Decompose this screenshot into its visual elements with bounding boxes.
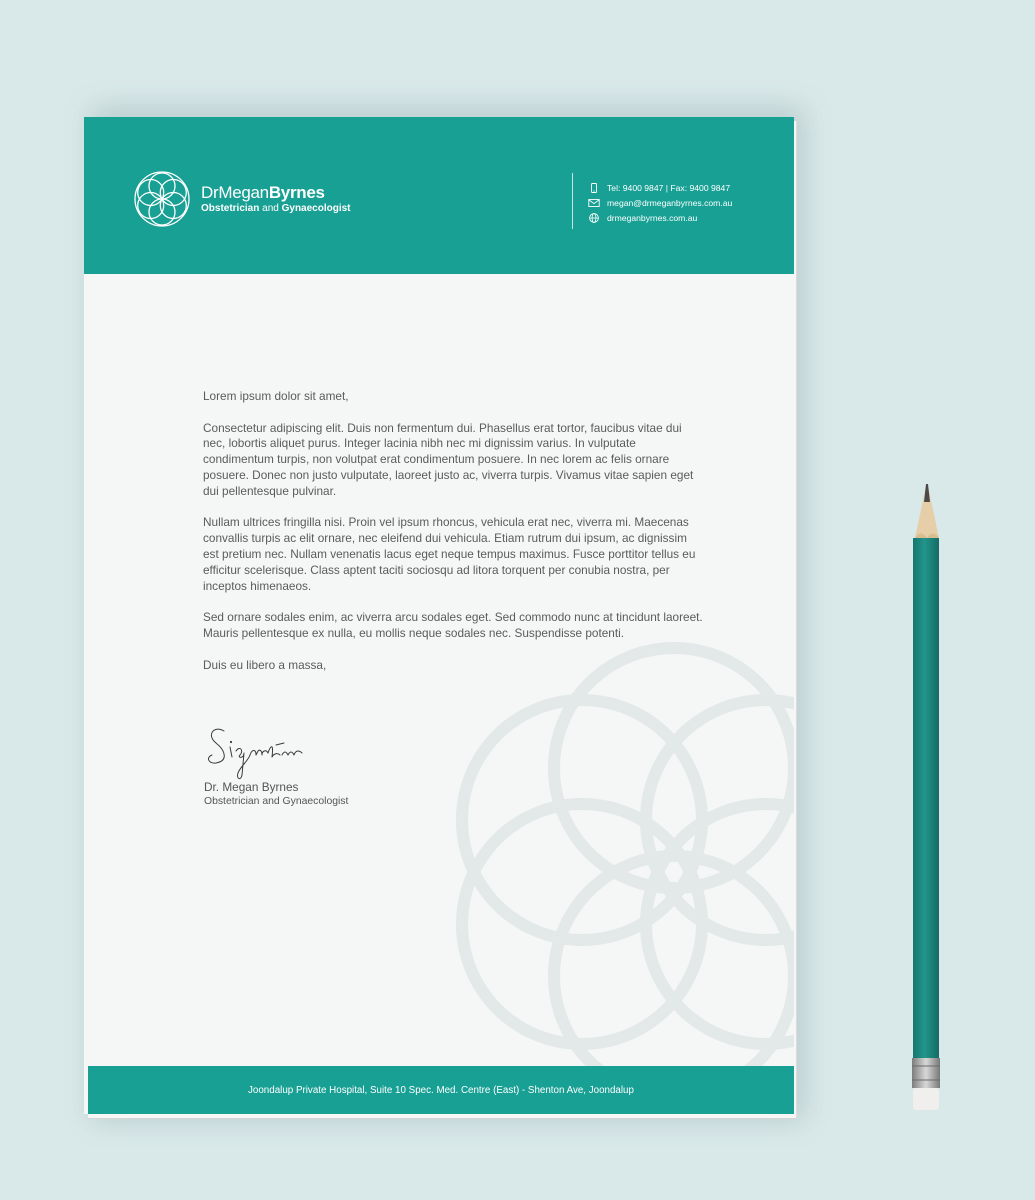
signer-name: Dr. Megan Byrnes <box>204 780 299 794</box>
letter-body <box>203 389 703 689</box>
footer-address: Joondalup Private Hospital, Suite 10 Spec. Med. Centre (East) - Shenton Ave, Joondalup <box>248 1084 634 1096</box>
phone-icon <box>588 183 600 193</box>
contact-web-row <box>588 210 732 225</box>
contact-block <box>588 180 732 225</box>
letterhead-page <box>84 117 794 1114</box>
flower-of-life-logo-icon <box>134 169 190 229</box>
handwritten-signature <box>204 717 314 783</box>
letter-paragraph-2: Nullam ultrices fringilla nisi. Proin vel ipsum rhoncus, vehicula erat nec, viverra mi. Maecenas convallis turpis ac elit ornare, nec eleifend dui vehicula. Etiam rutrum dui ipsum, ac dignissim est pretium nec. Nullam venenatis lacus eget neque tempus maximus. Fusce porttitor tellus eu efficitur scelerisque. Class aptent taciti sociosqu ad litora torquent per conubia nostra, per inceptos himenaeos. <box>203 515 696 593</box>
phone-text: Tel: 9400 9847 | Fax: 9400 9847 <box>607 182 731 193</box>
website-text: drmeganbyrnes.com.au <box>607 212 698 223</box>
signer-title: Obstetrician and Gynaecologist <box>204 796 349 807</box>
header-divider <box>572 173 573 229</box>
tagline-and: and <box>259 203 282 214</box>
letter-greeting: Lorem ipsum dolor sit amet, <box>203 389 349 403</box>
globe-icon <box>588 213 600 223</box>
brand-name-prefix: Dr <box>201 183 219 202</box>
flower-watermark-icon <box>384 642 794 1082</box>
contact-email-row <box>588 195 732 210</box>
contact-phone-row <box>588 180 732 195</box>
brand-name-last: Byrnes <box>268 183 325 202</box>
pencil-icon <box>895 480 945 1120</box>
brand-name <box>201 183 351 203</box>
tagline-obstetrician: Obstetrician <box>201 203 260 214</box>
letter-paragraph-3: Sed ornare sodales enim, ac viverra arcu sodales eget. Sed commodo nunc at tincidunt laoreet. Mauris pellentesque ex nulla, eu mollis neque sodales nec. Suspendisse potenti. <box>203 610 703 640</box>
letterhead-footer <box>88 1066 794 1114</box>
tagline-gynaecologist: Gynaecologist <box>281 203 351 214</box>
letterhead-header <box>84 117 794 274</box>
email-text: megan@drmeganbyrnes.com.au <box>607 197 733 208</box>
brand-tagline <box>201 203 351 215</box>
brand-block <box>201 183 351 215</box>
letter-closing: Duis eu libero a massa, <box>203 657 327 672</box>
envelope-icon <box>588 198 600 208</box>
brand-name-first: Megan <box>218 183 269 202</box>
letter-paragraph-1: Consectetur adipiscing elit. Duis non fermentum dui. Phasellus erat tortor, faucibus vitae dui nec, lobortis aliquet purus. Integer lacinia nibh nec mi dignissim varius. In vulputate condimentum turpis, non volutpat erat condimentum posuere. In nec lorem ac felis ornare posuere. Donec non justo vulputate, laoreet justo ac, viverra turpis. Vivamus vitae sapien eget dui pellentesque pulvinar. <box>203 420 694 498</box>
